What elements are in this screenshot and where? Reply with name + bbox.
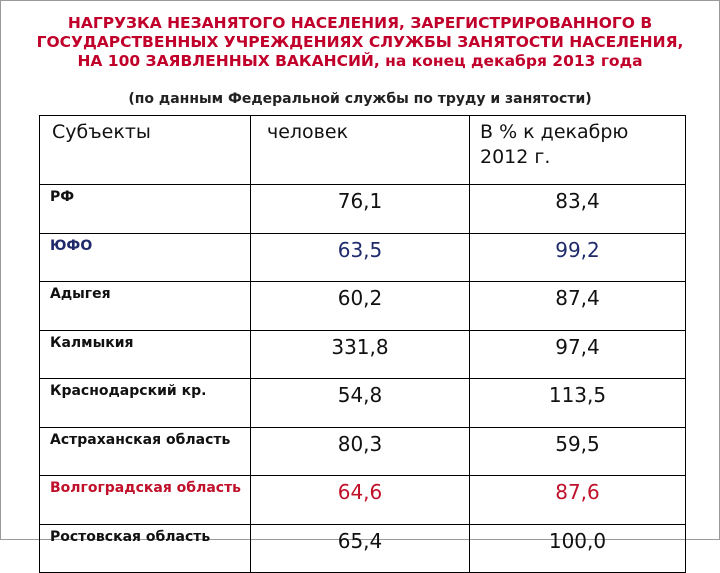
header-percent-line-1: В % к декабрю: [480, 121, 629, 143]
row-name: РФ: [40, 185, 251, 234]
row-people: 63,5: [251, 233, 470, 282]
table-row-yufo: [40, 233, 686, 282]
header-percent: [470, 116, 686, 185]
row-people: 60,2: [251, 282, 470, 331]
row-name: Адыгея: [40, 282, 251, 331]
row-percent: 87,6: [470, 476, 686, 525]
header-percent-line-2: 2012 г.: [480, 146, 551, 168]
row-percent: 59,5: [470, 427, 686, 476]
row-name: ЮФО: [40, 233, 251, 282]
slide-subtitle: (по данным Федеральной службы по труду и занятости): [128, 91, 592, 107]
row-people: 80,3: [251, 427, 470, 476]
title-line-3: НА 100 ЗАЯВЛЕННЫХ ВАКАНСИЙ, на конец декабря 2013 года: [77, 52, 643, 70]
table-row-adygea: [40, 282, 686, 331]
header-subject: Субъекты: [40, 116, 251, 185]
table-row-rf: [40, 185, 686, 234]
title-line-2: ГОСУДАРСТВЕННЫХ УЧРЕЖДЕНИЯХ СЛУЖБЫ ЗАНЯТОСТИ НАСЕЛЕНИЯ,: [36, 33, 684, 51]
table-row-kalmykia: [40, 330, 686, 379]
table-header-row: [40, 116, 686, 185]
table-row-krasnodar: [40, 379, 686, 428]
row-people: 76,1: [251, 185, 470, 234]
row-name: Калмыкия: [40, 330, 251, 379]
unemployment-load-table: [39, 115, 686, 573]
row-percent: 113,5: [470, 379, 686, 428]
row-percent: 99,2: [470, 233, 686, 282]
header-people: человек: [251, 116, 470, 185]
table-row-rostov: [40, 524, 686, 573]
row-name: Астраханская область: [40, 427, 251, 476]
row-people: 54,8: [251, 379, 470, 428]
row-percent: 97,4: [470, 330, 686, 379]
row-name: Волгоградская область: [40, 476, 251, 525]
row-percent: 87,4: [470, 282, 686, 331]
row-name: Ростовская область: [40, 524, 251, 573]
slide-title: [0, 14, 720, 71]
row-percent: 83,4: [470, 185, 686, 234]
row-people: 331,8: [251, 330, 470, 379]
table-row-astrakhan: [40, 427, 686, 476]
row-people: 65,4: [251, 524, 470, 573]
row-name: Краснодарский кр.: [40, 379, 251, 428]
row-people: 64,6: [251, 476, 470, 525]
row-percent: 100,0: [470, 524, 686, 573]
table-row-volgograd: [40, 476, 686, 525]
title-line-1: НАГРУЗКА НЕЗАНЯТОГО НАСЕЛЕНИЯ, ЗАРЕГИСТРИРОВАННОГО В: [67, 14, 653, 32]
